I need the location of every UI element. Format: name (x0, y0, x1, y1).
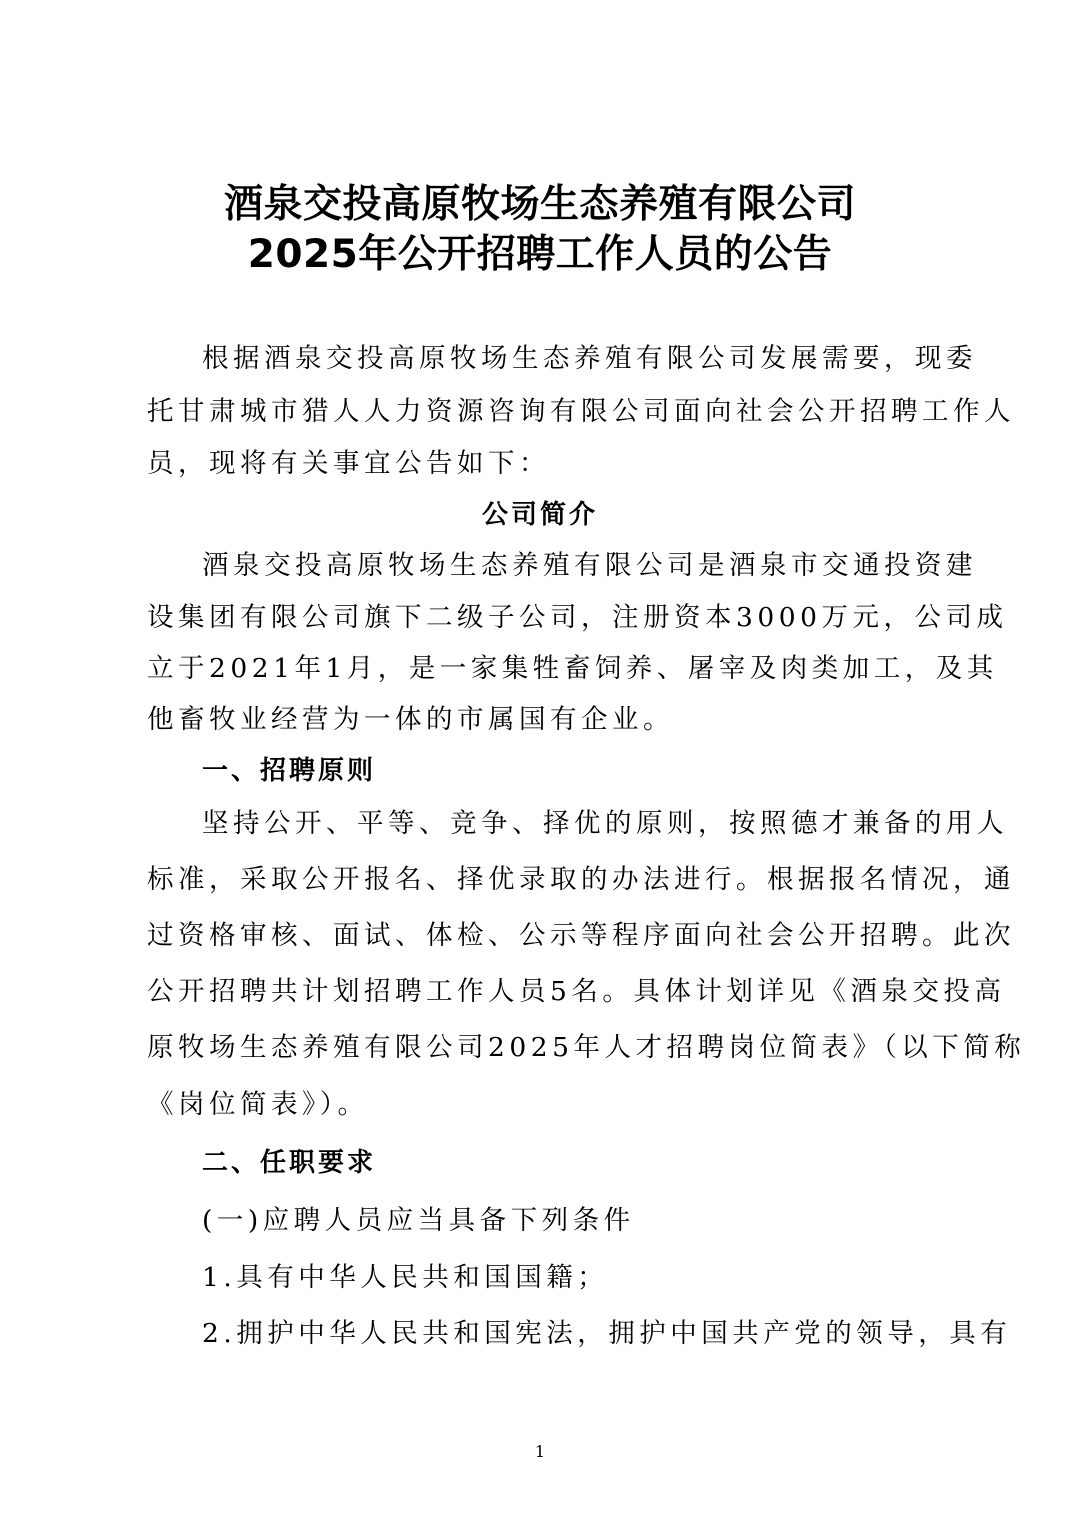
intro-line-3: 员，现将有关事宜公告如下： (147, 448, 550, 479)
section-1-line-5: 原牧场生态养殖有限公司2025年人才招聘岗位简表》（以下简称 (147, 1032, 1026, 1063)
section-2-item-1: 1.具有中华人民共和国国籍； (202, 1262, 609, 1293)
document-title-line2: 2025年公开招聘工作人员的公告 (247, 232, 833, 277)
section-1-line-3: 过资格审核、面试、体检、公示等程序面向社会公开招聘。此次 (147, 920, 1015, 951)
intro-line-2: 托甘肃城市猎人人力资源咨询有限公司面向社会公开招聘工作人 (147, 396, 1015, 427)
section-2-heading: 二、任职要求 (202, 1148, 377, 1178)
section-1-heading: 一、招聘原则 (202, 756, 377, 786)
section-1-line-1: 坚持公开、平等、竞争、择优的原则，按照德才兼备的用人 (202, 808, 1008, 839)
section-2-item-2: 2.拥护中华人民共和国宪法，拥护中国共产党的领导，具有 (202, 1318, 1012, 1349)
section-1-line-6: 《岗位简表》）。 (147, 1089, 369, 1120)
document-title-line1: 酒泉交投高原牧场生态养殖有限公司 (223, 182, 856, 227)
company-intro-line-3: 立于2021年1月，是一家集牲畜饲养、屠宰及肉类加工，及其 (147, 653, 998, 684)
intro-line-1: 根据酒泉交投高原牧场生态养殖有限公司发展需要，现委 (202, 343, 977, 374)
section-2-subheading: (一)应聘人员应当具备下列条件 (202, 1205, 635, 1236)
section-1-line-4: 公开招聘共计划招聘工作人员5名。具体计划详见《酒泉交投高 (147, 976, 1006, 1007)
company-intro-heading: 公司简介 (481, 500, 598, 530)
page-number: 1 (534, 1442, 546, 1461)
company-intro-line-2: 设集团有限公司旗下二级子公司，注册资本3000万元，公司成 (147, 602, 1008, 633)
section-1-line-2: 标准，采取公开报名、择优录取的办法进行。根据报名情况，通 (147, 864, 1015, 895)
company-intro-line-4: 他畜牧业经营为一体的市属国有企业。 (147, 704, 674, 735)
company-intro-line-1: 酒泉交投高原牧场生态养殖有限公司是酒泉市交通投资建 (202, 550, 977, 581)
